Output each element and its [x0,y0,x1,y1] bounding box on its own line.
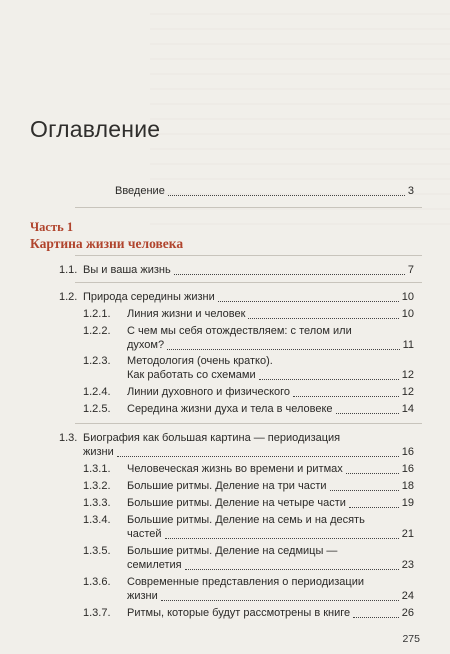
separator [75,423,422,424]
toc-page-number: 19 [401,497,414,509]
toc-entry-title: Методология (очень кратко). [127,355,273,367]
part-label: Часть 1 [30,220,74,234]
toc-section-number: 1.2.5. [83,403,111,415]
toc-entry-title: Биография как большая картина — периодизация [83,432,341,444]
toc-entry-label: Введение [115,185,165,197]
toc-entry-title: Природа середины жизни [83,291,215,303]
toc-entry-title: Большие ритмы. Деление на три части [127,480,327,492]
toc-page-number: 18 [401,480,414,492]
toc-section-number: 1.3.3. [83,497,111,509]
toc-entry-title: Человеческая жизнь во времени и ритмах [127,463,343,475]
toc-section-number: 1.3.5. [83,545,111,557]
toc-page-number: 26 [401,607,414,619]
toc-section-number: 1.3.4. [83,514,111,526]
toc-section-number: 1.2.2. [83,325,111,337]
toc-page-number: 21 [401,528,414,540]
toc-section-number: 1.3.1. [83,463,111,475]
toc-section-number: 1.3.2. [83,480,111,492]
page-number: 275 [402,633,420,645]
toc-page-number: 16 [401,463,414,475]
toc-entry-title: Большие ритмы. Деление на седмицы — [127,545,338,557]
toc-section-number: 1.1. [59,264,78,276]
dot-leader [218,300,399,302]
toc-entry-title: Современные представления о периодизации [127,576,365,588]
dot-leader [117,455,399,457]
dot-leader [330,489,399,491]
toc-page-number: 7 [407,264,414,276]
dot-leader [185,568,399,570]
toc-entry-title: Линия жизни и человек [127,308,246,320]
dot-leader [259,378,399,380]
toc-page-number: 11 [402,339,414,351]
toc-entry-title: Ритмы, которые будут рассмотрены в книге [127,607,351,619]
toc-section-number: 1.3.7. [83,607,111,619]
separator [75,207,422,208]
dot-leader [248,317,398,319]
toc-entry-title: Середина жизни духа и тела в человеке [127,403,333,415]
dot-leader [346,472,399,474]
toc-section-number: 1.3. [59,432,78,444]
toc-section-number: 1.2.4. [83,386,111,398]
toc-section-number: 1.2.3. [83,355,111,367]
dot-leader [349,506,399,508]
dot-leader [353,616,399,618]
toc-section-number: 1.2.1. [83,308,111,320]
dot-leader [167,348,399,350]
toc-page-number: 24 [401,590,414,602]
toc-entry-title: Большие ритмы. Деление на семь и на десять [127,514,365,526]
toc-page-number: 16 [401,446,414,458]
part-title: Картина жизни человека [30,236,184,251]
toc-entry-title-cont: частей [127,528,162,540]
dot-leader [161,599,399,601]
toc-entry-title: С чем мы себя отождествляем: с телом или [127,325,352,337]
toc-entry-title-cont: семилетия [127,559,182,571]
toc-page-number: 3 [407,185,414,197]
dot-leader [293,395,399,397]
toc-section-number: 1.2. [59,291,78,303]
toc-entry-title-cont: духом? [127,339,165,351]
separator [75,282,422,283]
dot-leader [174,273,405,275]
toc-entry-title: Вы и ваша жизнь [83,264,171,276]
page-title: Оглавление [30,116,161,142]
toc-page-number: 10 [401,291,414,303]
toc-page-number: 12 [401,369,414,381]
toc-section-number: 1.3.6. [83,576,111,588]
toc-page-number: 12 [401,386,414,398]
toc-entry-title: Большие ритмы. Деление на четыре части [127,497,346,509]
toc-entry-title-cont: жизни [127,590,158,602]
toc-page-number: 14 [401,403,414,415]
toc-entry-title-cont: жизни [83,446,114,458]
dot-leader [165,537,399,539]
dot-leader [168,194,405,196]
dot-leader [336,412,399,414]
toc-entry-title: Линии духовного и физического [127,386,291,398]
separator [75,255,422,256]
toc-entry-title-cont: Как работать со схемами [127,369,256,381]
toc-page-number: 10 [401,308,414,320]
toc-page-number: 23 [401,559,414,571]
